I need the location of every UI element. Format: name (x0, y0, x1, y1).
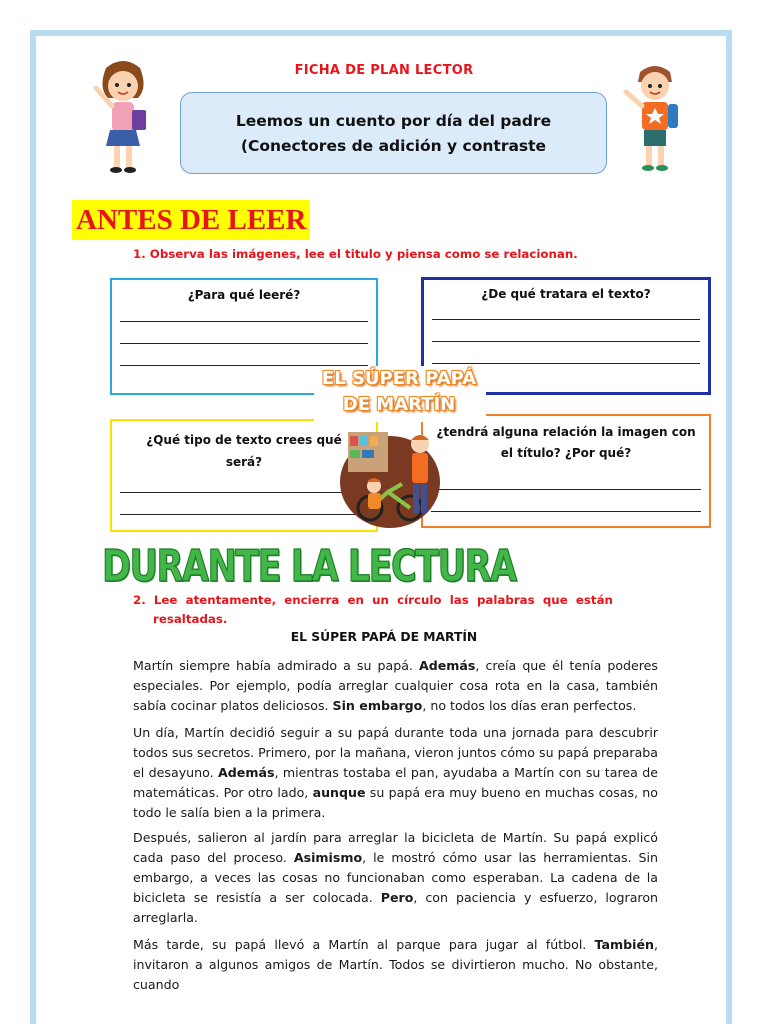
worksheet-label: FICHA DE PLAN LECTOR (294, 63, 474, 78)
answer-lines (120, 300, 368, 366)
image-title-l1: EL SÚPER PAPÁ (321, 368, 477, 389)
antes-heading: ANTES DE LEER (72, 200, 310, 240)
durante-instruction (133, 591, 659, 629)
highlighted-word: También (594, 937, 654, 952)
title-box (180, 92, 607, 174)
title-line-1: Leemos un cuento por día del padre (235, 112, 552, 130)
highlighted-word: Asimismo (293, 850, 363, 865)
story-paragraph-4: Más tarde, su papá llevó a Martín al parque para jugar al fútbol. También, invitaron a algunos amigos de Martín. Todos se divirtieron mucho. No obstante, cuando (133, 937, 658, 992)
question-relation-l2: el título? ¿Por qué? (500, 446, 632, 460)
story-title: EL SÚPER PAPÁ DE MARTÍN (290, 630, 478, 644)
highlighted-word: aunque (312, 785, 366, 800)
durante-instruction-l2: resaltadas. (153, 612, 228, 626)
question-box-text-type (110, 419, 378, 532)
question-text-type-l1: ¿Qué tipo de texto crees qué (146, 433, 342, 447)
question-purpose: ¿Para qué leeré? (187, 288, 301, 302)
boy-illustration (620, 58, 690, 178)
title-line-2: (Conectores de adición y contraste (240, 137, 547, 155)
image-title-l2: DE MARTÍN (342, 394, 456, 415)
answer-lines (431, 468, 701, 512)
question-topic: ¿De qué tratara el texto? (481, 287, 651, 301)
answer-lines (432, 298, 700, 364)
durante-instruction-l1: 2. Lee atentamente, encierra en un círculo las palabras que están (133, 593, 613, 607)
story-paragraph-3: Después, salieron al jardín para arreglar la bicicleta de Martín. Su papá explicó cada paso del proceso. Asimismo, le mostró cómo usar las herramientas. Sin embargo, a veces las cosas no funcionaban como esperaban. La cadena de la bicicleta se resistía a ser colocada. Pero, con paciencia y esfuerzo, lograron arreglarla. (133, 830, 659, 925)
durante-heading: DURANTE LA LECTURA (102, 542, 516, 592)
highlighted-word: Sin embargo (332, 698, 423, 713)
highlighted-word: Además (218, 765, 275, 780)
highlighted-word: Además (418, 658, 476, 673)
story-paragraph-2: Un día, Martín decidió seguir a su papá durante toda una jornada para descubrir todos sus secretos. Primero, por la mañana, vieron juntos cómo su papá preparaba el desayuno. Además, mientras tostaba el pan, ayudaba a Martín con su tarea de matemáticas. Por otro lado, aunque su papá era muy bueno en muchas cosas, no todo le salía bien a la primera. (133, 725, 658, 820)
question-box-relation (421, 414, 711, 528)
question-text-type-l2: será? (225, 455, 263, 469)
answer-lines (120, 471, 368, 515)
question-relation-l1: ¿tendrá alguna relación la imagen con (436, 425, 696, 439)
girl-illustration (88, 58, 158, 178)
father-son-bicycle-illustration (340, 422, 440, 528)
highlighted-word: Pero (380, 890, 414, 905)
story-paragraph-1: Martín siempre había admirado a su papá. Además, creía que él tenía poderes especiales. Por ejemplo, podía arreglar cualquier cosa rota en la casa, también sabía cocinar platos deliciosos. Sin embargo, no todos los días eran perfectos. (133, 658, 658, 713)
image-title (312, 366, 486, 418)
antes-instruction: 1. Observa las imágenes, lee el titulo y piensa como se relacionan. (133, 247, 578, 261)
